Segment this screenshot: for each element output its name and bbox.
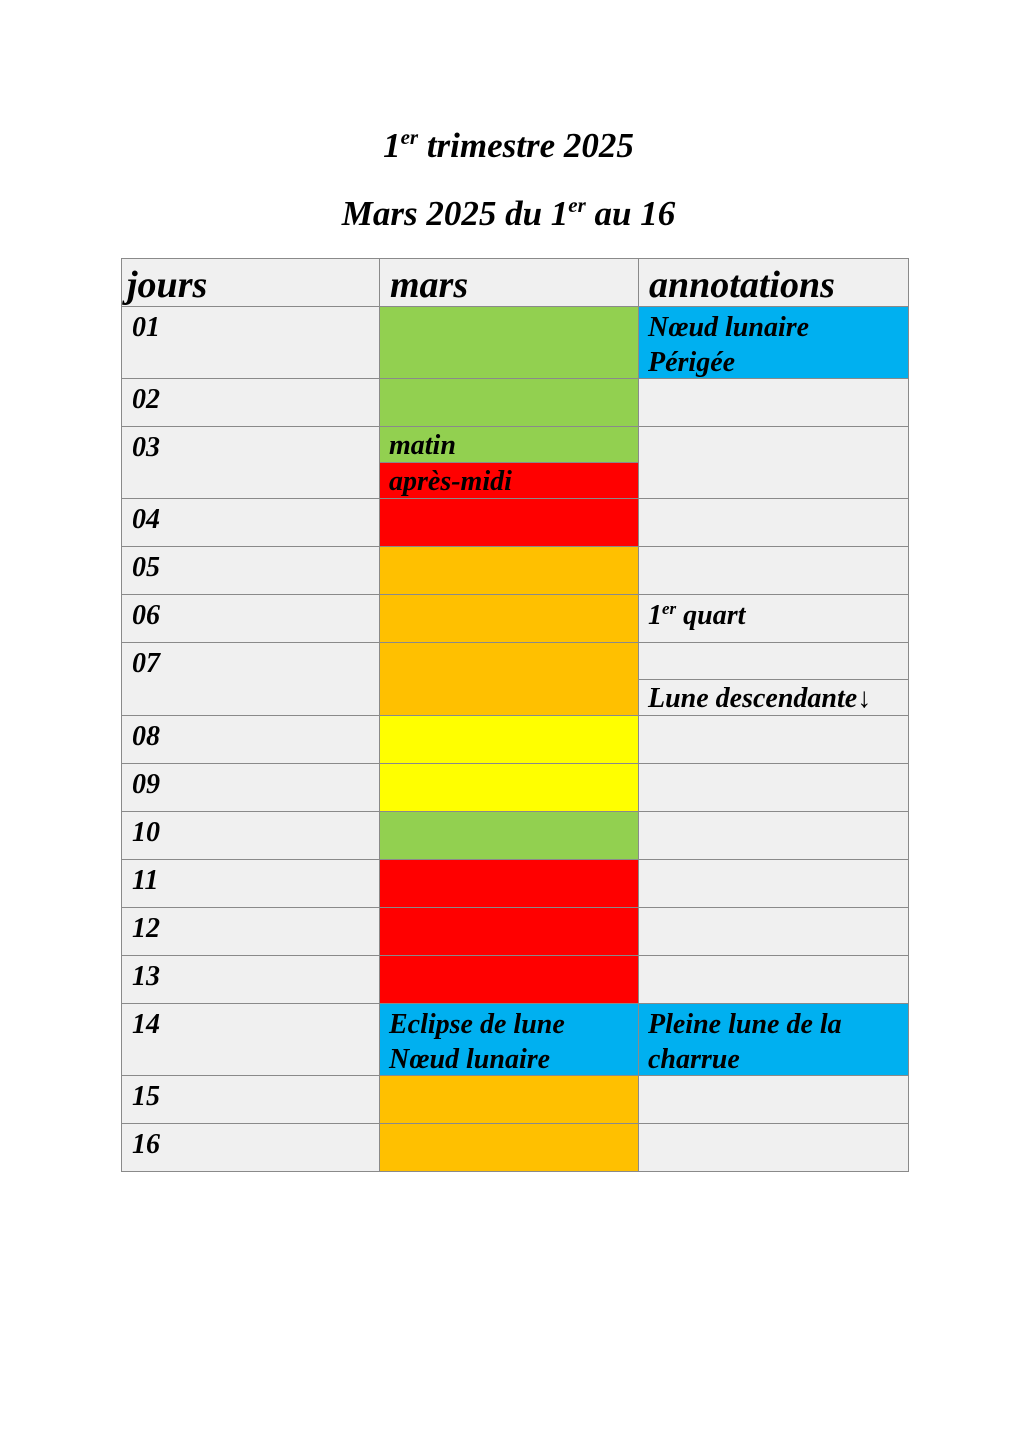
mars-cell-10 — [379, 811, 639, 860]
annotation-cell-16 — [638, 1123, 909, 1172]
annotation-cell-03 — [638, 426, 909, 499]
header-jours: jours — [121, 258, 380, 307]
day-cell: 09 — [121, 763, 380, 812]
mars-cell-09 — [379, 763, 639, 812]
day-cell: 14 — [121, 1003, 380, 1076]
mars-cell-08 — [379, 715, 639, 764]
annotation-cell-10 — [638, 811, 909, 860]
day-cell: 07 — [121, 642, 380, 716]
mars-cell-05 — [379, 546, 639, 595]
day-cell: 13 — [121, 955, 380, 1004]
annotation-cell-13 — [638, 955, 909, 1004]
annotation-01-line1: Nœud lunaire — [648, 312, 810, 343]
annotation-06-rest: quart — [676, 600, 746, 631]
day-cell: 04 — [121, 498, 380, 547]
title1-rest: trimestre 2025 — [418, 126, 634, 165]
annotation-cell-07-top — [638, 642, 909, 680]
mars-14-line2: Nœud lunaire — [389, 1044, 551, 1075]
annotation-cell-04 — [638, 498, 909, 547]
day-cell: 08 — [121, 715, 380, 764]
day-cell: 11 — [121, 859, 380, 908]
annotation-cell-09 — [638, 763, 909, 812]
calendar-table — [121, 258, 909, 1172]
mars-cell-11 — [379, 859, 639, 908]
annotation-cell-02 — [638, 378, 909, 427]
mars-cell-06 — [379, 594, 639, 643]
page-title-quarter — [0, 126, 1017, 170]
annotation-cell-08 — [638, 715, 909, 764]
page-title-month — [0, 194, 1017, 238]
mars-14-line1: Eclipse de lune — [389, 1009, 565, 1040]
annotation-cell-15 — [638, 1075, 909, 1124]
annotation-cell-06 — [638, 594, 909, 643]
day-cell: 15 — [121, 1075, 380, 1124]
header-annotations: annotations — [638, 258, 909, 307]
mars-cell-12 — [379, 907, 639, 956]
title2-prefix: Mars 2025 du 1 — [341, 194, 569, 233]
annotation-cell-05 — [638, 546, 909, 595]
mars-cell-07 — [379, 642, 639, 716]
mars-cell-01 — [379, 306, 639, 379]
day-cell: 12 — [121, 907, 380, 956]
day-cell: 05 — [121, 546, 380, 595]
day-cell: 01 — [121, 306, 380, 379]
annotation-14-line1: Pleine lune de la — [648, 1009, 842, 1040]
day-cell: 06 — [121, 594, 380, 643]
annotation-cell-11 — [638, 859, 909, 908]
mars-cell-16 — [379, 1123, 639, 1172]
mars-cell-14 — [379, 1003, 639, 1076]
annotation-cell-01 — [638, 306, 909, 379]
title1-number: 1 — [383, 126, 401, 165]
title1-superscript: er — [400, 125, 419, 149]
title2-superscript: er — [568, 193, 586, 217]
annotation-cell-07: Lune descendante↓ — [638, 679, 909, 716]
mars-cell-04 — [379, 498, 639, 547]
mars-cell-15 — [379, 1075, 639, 1124]
annotation-14-line2: charrue — [648, 1044, 740, 1075]
day-cell: 16 — [121, 1123, 380, 1172]
header-mars: mars — [379, 258, 639, 307]
mars-cell-03-morning: matin — [379, 426, 639, 463]
annotation-cell-12 — [638, 907, 909, 956]
annotation-06-superscript: er — [662, 599, 677, 618]
title2-rest: au 16 — [585, 194, 676, 233]
annotation-cell-14 — [638, 1003, 909, 1076]
day-cell: 10 — [121, 811, 380, 860]
day-cell: 03 — [121, 426, 380, 499]
annotation-06-number: 1 — [648, 600, 662, 631]
day-cell: 02 — [121, 378, 380, 427]
mars-cell-03-afternoon: après-midi — [379, 462, 639, 499]
mars-cell-02 — [379, 378, 639, 427]
annotation-01-line2: Périgée — [648, 347, 736, 378]
mars-cell-13 — [379, 955, 639, 1004]
